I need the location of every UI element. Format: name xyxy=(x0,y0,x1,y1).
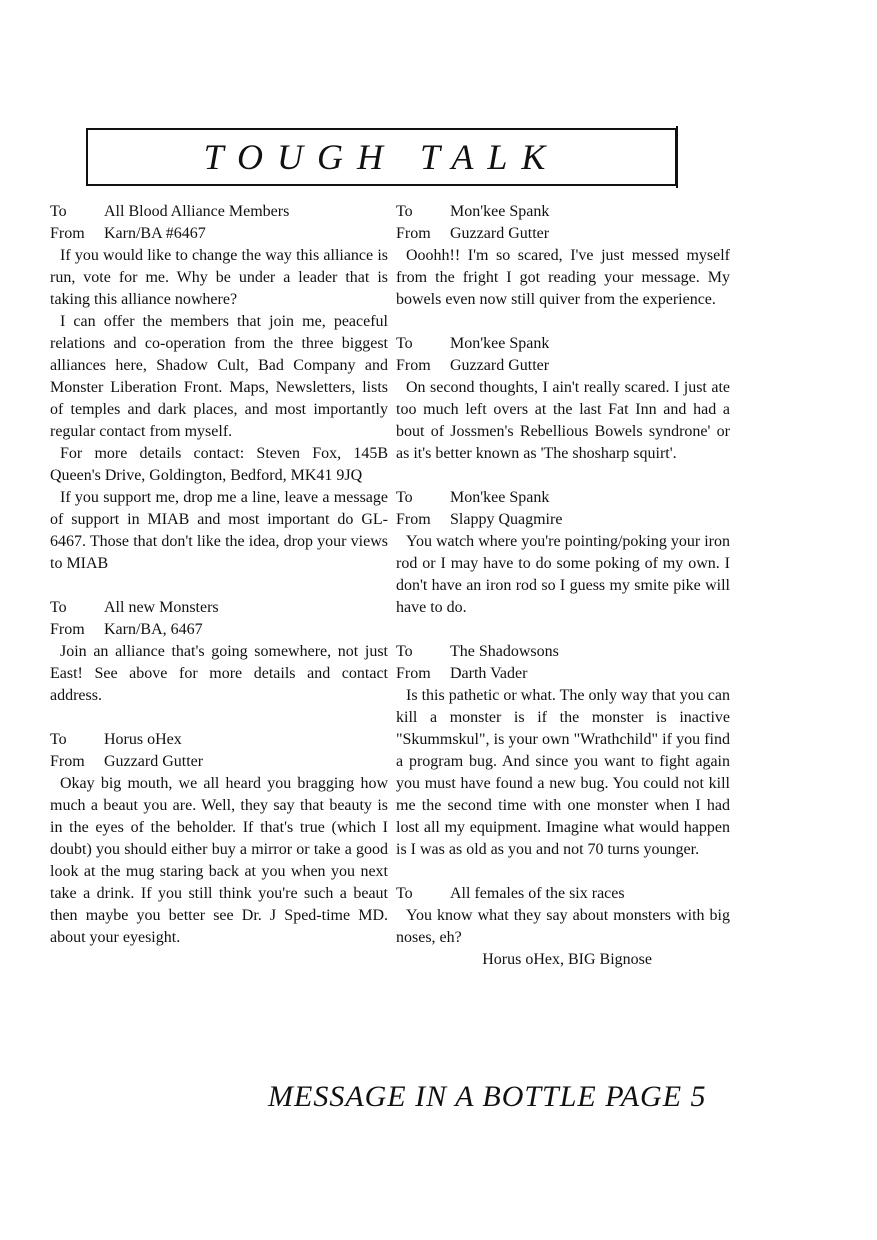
message xyxy=(50,201,388,575)
message-paragraph: For more details contact: Steven Fox, 145B Queen's Drive, Goldington, Bedford, MK41 9JQ xyxy=(50,445,388,484)
header-box xyxy=(86,128,676,186)
message-from: Darth Vader xyxy=(450,665,528,682)
message-paragraph: If you would like to change the way this alliance is run, vote for me. Why be under a leader that is taking this alliance nowhere? xyxy=(50,247,388,308)
message-from-row: From Guzzard Gutter xyxy=(50,751,388,773)
message-from: Karn/BA #6467 xyxy=(104,225,206,242)
message-paragraph: Okay big mouth, we all heard you bragging how much a beaut you are. Well, they say that beauty is in the eyes of the beholder. If that's true (which I doubt) you should either buy a mirror or take a good look at the mug staring back at you when you next take a drink. If you still think you're such a beaut then maybe you better see Dr. J Sped-time MD. about your eyesight. xyxy=(50,775,388,946)
message xyxy=(396,641,730,861)
message-from-row: From Guzzard Gutter xyxy=(396,223,730,245)
page-title: TOUGH TALK xyxy=(203,137,560,177)
message-to: All Blood Alliance Members xyxy=(104,203,290,220)
message-to-row: To Mon'kee Spank xyxy=(396,333,730,355)
page-footer: MESSAGE IN A BOTTLE PAGE 5 xyxy=(268,1080,707,1113)
message xyxy=(396,883,730,971)
message-from-row: From Karn/BA, 6467 xyxy=(50,619,388,641)
message-paragraph: On second thoughts, I ain't really scared. I just ate too much left overs at the last Fat Inn and had a bout of Jossmen's Rebellious Bowels syndrone' or as it's better known as 'The shosharp squirt'. xyxy=(396,379,730,462)
message-signature: Horus oHex, BIG Bignose xyxy=(482,951,652,968)
message-to-row: To All Blood Alliance Members xyxy=(50,201,388,223)
message-to-row: To Mon'kee Spank xyxy=(396,487,730,509)
message-paragraph: Ooohh!! I'm so scared, I've just messed myself from the fright I got reading your message. My bowels even now still quiver from the experience. xyxy=(396,247,730,308)
message-from: Guzzard Gutter xyxy=(104,753,204,770)
header-box-right-line xyxy=(676,126,678,188)
message-body xyxy=(396,245,730,311)
message-to-row: To The Shadowsons xyxy=(396,641,730,663)
message-from-row: From Slappy Quagmire xyxy=(396,509,730,531)
message-to: All new Monsters xyxy=(104,599,219,616)
message-to-row: To Mon'kee Spank xyxy=(396,201,730,223)
message-from-row: From Karn/BA #6467 xyxy=(50,223,388,245)
message-paragraph: If you support me, drop me a line, leave a message of support in MIAB and most important do GL-6467. Those that don't like the idea, drop your views to MIAB xyxy=(50,489,388,572)
message-paragraph: Join an alliance that's going somewhere, not just East! See above for more details and contact address. xyxy=(50,643,388,704)
message-paragraph: You watch where you're pointing/poking your iron rod or I may have to do some poking of my own. I don't have an iron rod so I guess my smite pike will have to do. xyxy=(396,533,730,616)
message xyxy=(50,597,388,707)
message-to-row: To All new Monsters xyxy=(50,597,388,619)
message-to: Mon'kee Spank xyxy=(450,203,550,220)
message xyxy=(396,333,730,465)
message xyxy=(396,201,730,311)
message-to-row: To All females of the six races xyxy=(396,883,730,905)
right-column xyxy=(396,201,730,993)
message-body xyxy=(396,531,730,619)
message-body xyxy=(50,245,388,575)
message xyxy=(396,487,730,619)
message-from: Guzzard Gutter xyxy=(450,357,550,374)
message-paragraph: I can offer the members that join me, peaceful relations and co-operation from the three biggest alliances here, Shadow Cult, Bad Company and Monster Liberation Front. Maps, Newsletters, lists of temples and dark places, and most importantly regular contact from myself. xyxy=(50,313,388,440)
message-from: Slappy Quagmire xyxy=(450,511,563,528)
message xyxy=(50,729,388,949)
message-from-row: From Darth Vader xyxy=(396,663,730,685)
message-paragraph: You know what they say about monsters with big noses, eh? xyxy=(396,907,730,946)
message-paragraph: Is this pathetic or what. The only way that you can kill a monster is if the monster is inactive "Skummskul", is your own "Wrathchild" if you find a program bug. And since you want to fight again you must have found a new bug. You could not kill me the second time with one monster when I had lost all my equipment. Imagine what would happen is I was as old as you and not 70 turns younger. xyxy=(396,687,730,858)
message-body xyxy=(50,773,388,949)
message-to: Horus oHex xyxy=(104,731,182,748)
message-from: Guzzard Gutter xyxy=(450,225,550,242)
message-to: Mon'kee Spank xyxy=(450,335,550,352)
message-from-row: From Guzzard Gutter xyxy=(396,355,730,377)
message-from: Karn/BA, 6467 xyxy=(104,621,203,638)
message-body xyxy=(50,641,388,707)
message-body xyxy=(396,377,730,465)
message-body xyxy=(396,905,730,949)
message-to: Mon'kee Spank xyxy=(450,489,550,506)
message-to: All females of the six races xyxy=(450,885,625,902)
message-body xyxy=(396,685,730,861)
left-column xyxy=(50,201,388,971)
message-to: The Shadowsons xyxy=(450,643,559,660)
message-to-row: To Horus oHex xyxy=(50,729,388,751)
